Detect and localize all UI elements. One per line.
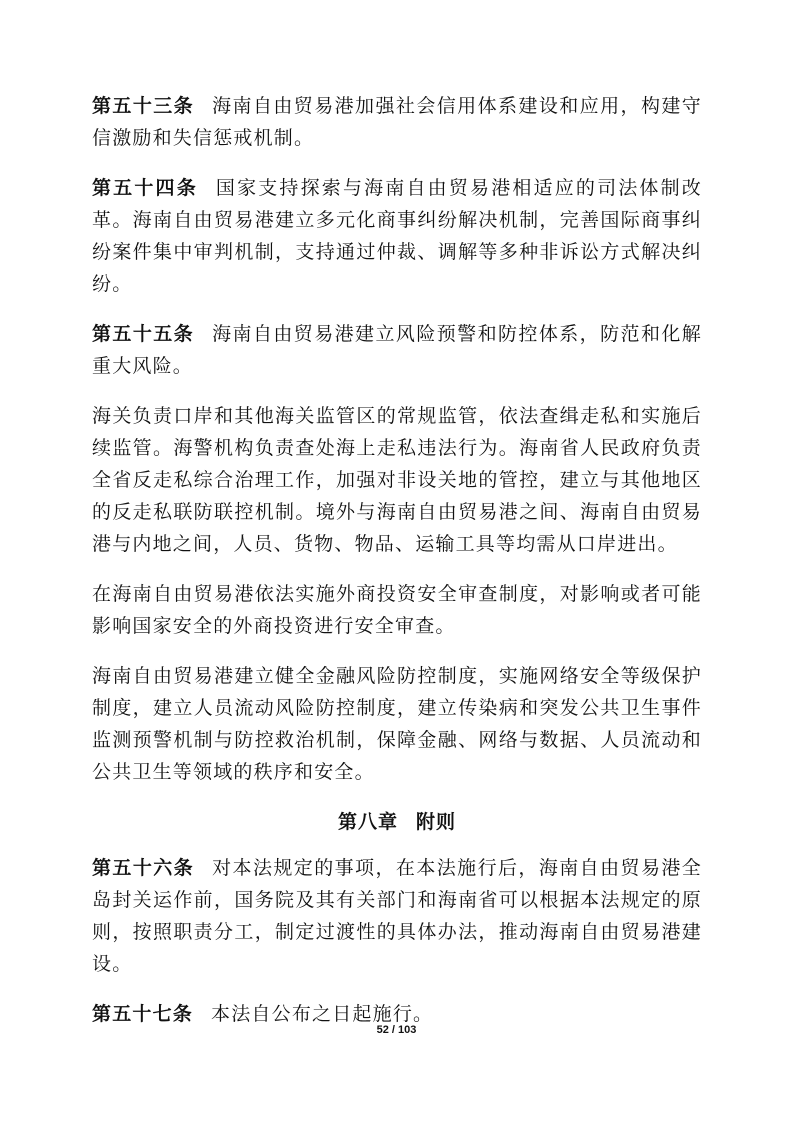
article-55 — [92, 318, 702, 382]
article-label: 第五十五条 — [92, 323, 195, 345]
article-53 — [92, 90, 702, 154]
paragraph-risk-control: 海南自由贸易港建立健全金融风险防控制度，实施网络安全等级保护制度，建立人员流动风险防控制度，建立传染病和突发公共卫生事件监测预警机制与防控救治机制，保障金融、网络与数据、人员流动和公共卫生等领域的秩序和安全。 — [92, 665, 702, 783]
article-label: 第五十六条 — [92, 857, 195, 879]
paragraph-customs: 海关负责口岸和其他海关监管区的常规监管，依法查缉走私和实施后续监管。海警机构负责查处海上走私违法行为。海南省人民政府负责全省反走私综合治理工作，加强对非设关地的管控，建立与其他地区的反走私联防联控机制。境外与海南自由贸易港之间、海南自由贸易港与内地之间，人员、货物、物品、运输工具等均需从口岸进出。 — [92, 405, 702, 555]
article-label: 第五十三条 — [92, 95, 195, 117]
article-text: 国家支持探索与海南自由贸易港相适应的司法体制改革。海南自由贸易港建立多元化商事纠纷解决机制，完善国际商事纠纷案件集中审判机制，支持通过仲裁、调解等多种非诉讼方式解决纠纷。 — [92, 177, 702, 295]
article-text: 海南自由贸易港建立风险预警和防控体系，防范和化解重大风险。 — [92, 323, 702, 377]
article-text: 海南自由贸易港加强社会信用体系建设和应用，构建守信激励和失信惩戒机制。 — [92, 95, 702, 149]
article-text: 对本法规定的事项，在本法施行后，海南自由贸易港全岛封关运作前，国务院及其有关部门和海南省可以根据本法规定的原则，按照职责分工，制定过渡性的具体办法，推动海南自由贸易港建设。 — [92, 857, 702, 975]
chapter-heading — [92, 806, 702, 838]
article-text: 本法自公布之日起施行。 — [211, 1003, 434, 1025]
article-label: 第五十七条 — [92, 1003, 194, 1025]
paragraph-security-review: 在海南自由贸易港依法实施外商投资安全审查制度，对影响或者可能影响国家安全的外商投资进行安全审查。 — [92, 583, 702, 637]
article-56 — [92, 852, 702, 980]
chapter-title: 附则 — [416, 811, 457, 833]
document-body — [92, 90, 702, 1048]
article-54 — [92, 172, 702, 300]
page-number: 52 / 103 — [376, 1024, 417, 1036]
article-label: 第五十四条 — [92, 177, 198, 199]
chapter-number: 第八章 — [337, 811, 398, 833]
